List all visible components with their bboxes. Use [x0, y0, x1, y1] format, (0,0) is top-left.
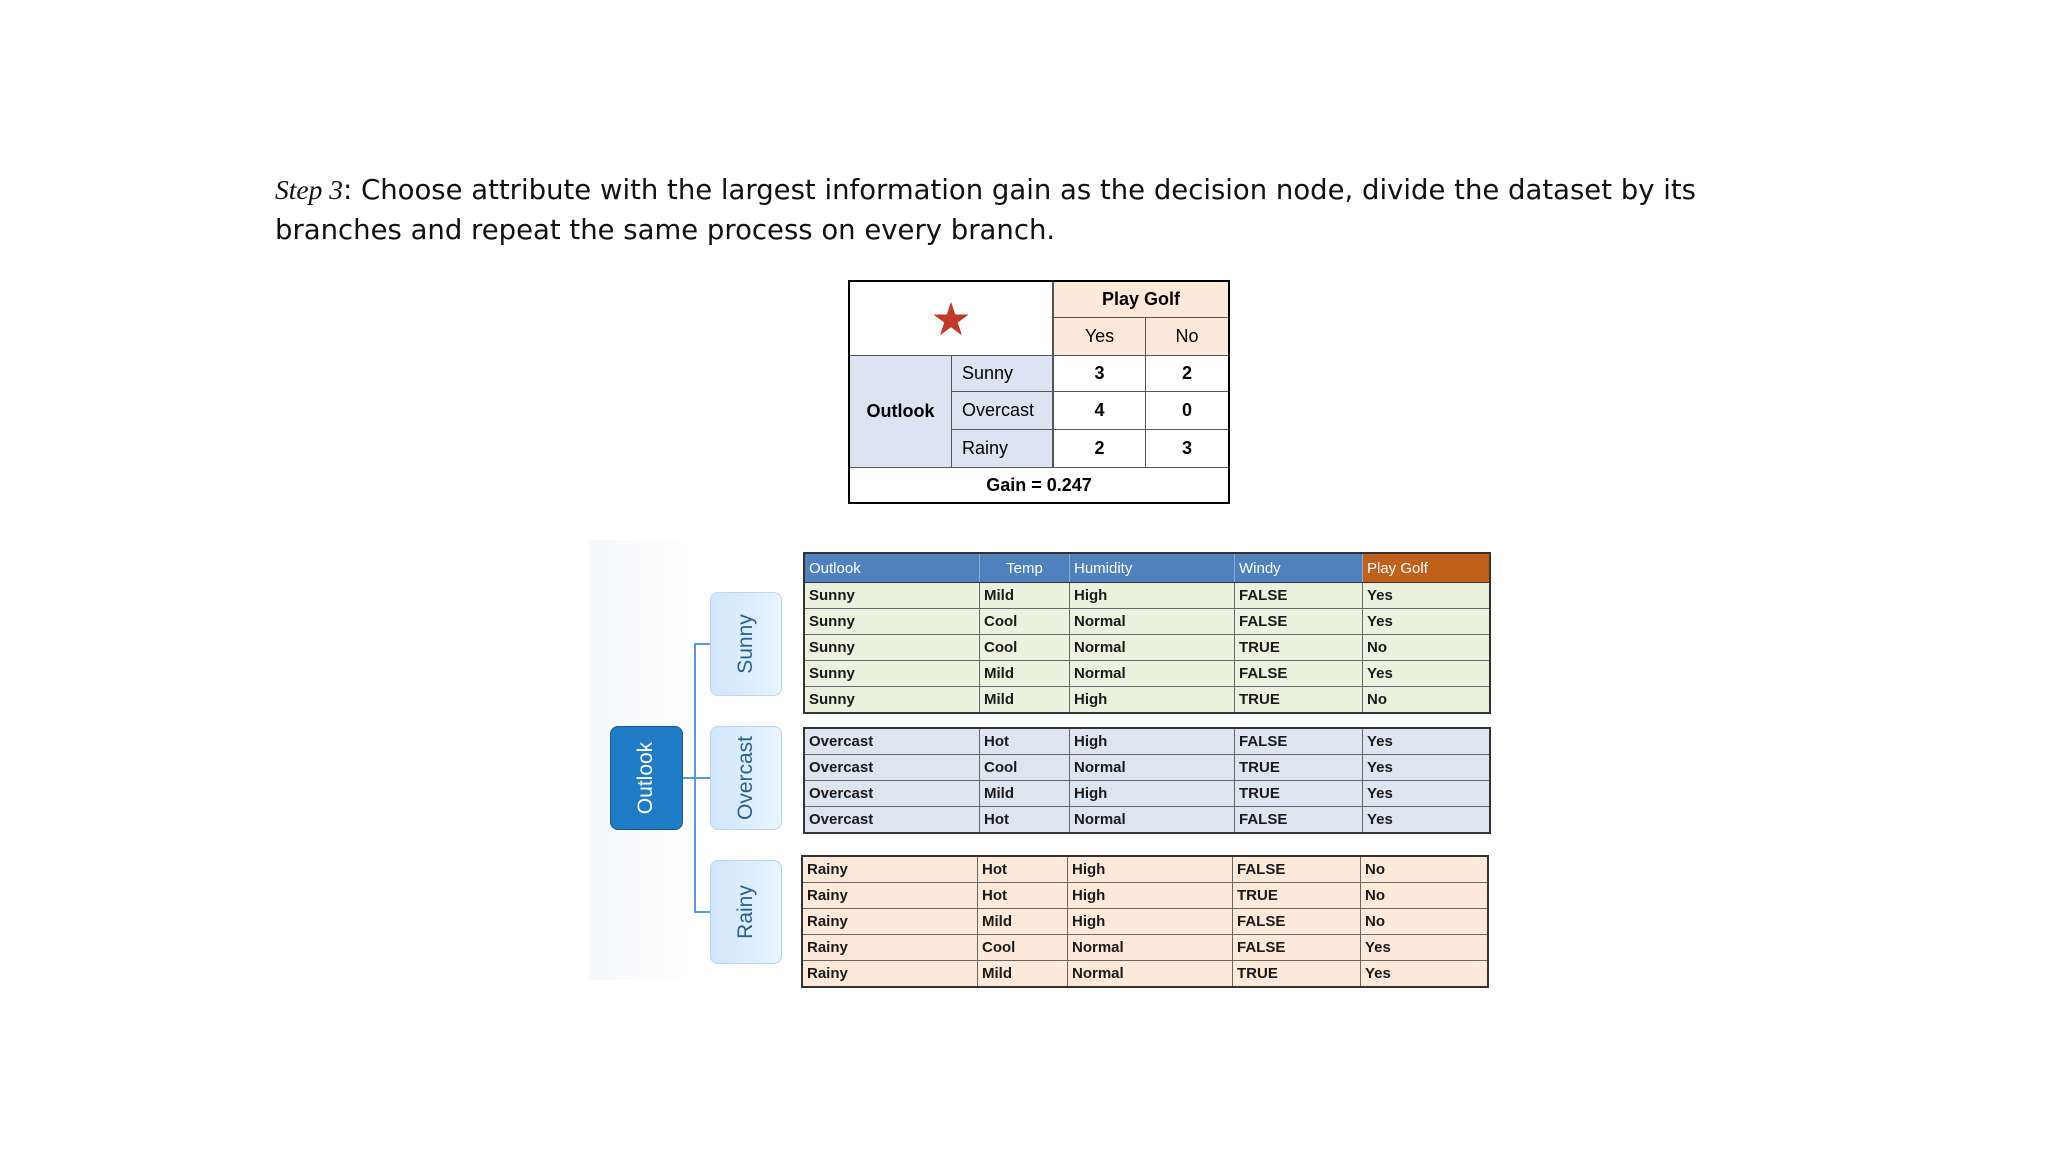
count-overcast-yes: 4 — [1054, 392, 1146, 430]
play-golf-header: Play Golf — [1054, 282, 1228, 318]
cell-outlook: Overcast — [805, 729, 980, 754]
cell-temp: Cool — [980, 609, 1070, 634]
cell-play-golf: Yes — [1365, 939, 1391, 956]
cell-humidity: Normal — [1070, 635, 1235, 660]
table-row — [805, 609, 1489, 635]
gain-value: Gain = 0.247 — [850, 468, 1228, 502]
rainy-data-table — [801, 855, 1489, 988]
cell-windy: TRUE — [1235, 755, 1363, 780]
table-row — [805, 807, 1489, 832]
table-row — [805, 583, 1489, 609]
branch-label-overcast: Overcast — [734, 735, 757, 821]
no-header: No — [1146, 318, 1228, 356]
table-row — [803, 857, 1487, 883]
header-windy: Windy — [1235, 554, 1363, 582]
table-row — [803, 883, 1487, 909]
root-node-outlook — [610, 726, 683, 830]
cell-outlook: Rainy — [803, 909, 978, 934]
table-row — [805, 755, 1489, 781]
overcast-data-table — [803, 727, 1491, 834]
cell-humidity: High — [1070, 729, 1235, 754]
cell-play-golf: Yes — [1367, 733, 1393, 750]
value-rainy: Rainy — [952, 430, 1054, 468]
cell-play-golf: No — [1367, 691, 1387, 708]
table-header-row — [805, 554, 1489, 583]
cell-play-golf: No — [1365, 861, 1385, 878]
table-row — [803, 961, 1487, 986]
table-row — [805, 661, 1489, 687]
cell-play-golf: No — [1367, 639, 1387, 656]
cell-outlook: Rainy — [803, 935, 978, 960]
cell-windy: FALSE — [1235, 583, 1363, 608]
cell-windy: TRUE — [1235, 781, 1363, 806]
cell-outlook: Overcast — [805, 781, 980, 806]
cell-windy: FALSE — [1235, 661, 1363, 686]
yes-header: Yes — [1054, 318, 1146, 356]
cell-temp: Mild — [980, 781, 1070, 806]
cell-temp: Cool — [980, 635, 1070, 660]
table-row — [805, 729, 1489, 755]
cell-windy: FALSE — [1235, 729, 1363, 754]
root-node-label: Outlook — [634, 741, 658, 815]
cell-humidity: High — [1068, 909, 1233, 934]
count-rainy-no: 3 — [1146, 430, 1228, 468]
cell-temp: Hot — [978, 883, 1068, 908]
cell-outlook: Sunny — [805, 635, 980, 660]
cell-windy: TRUE — [1235, 635, 1363, 660]
branch-label-rainy: Rainy — [733, 885, 757, 939]
step-description — [275, 170, 1795, 250]
branch-node-sunny — [710, 592, 782, 696]
cell-humidity: High — [1070, 583, 1235, 608]
cell-humidity: High — [1070, 687, 1235, 712]
star-icon: ★ — [930, 292, 972, 345]
cell-humidity: High — [1068, 883, 1233, 908]
cell-humidity: Normal — [1068, 961, 1233, 986]
cell-windy: FALSE — [1233, 857, 1361, 882]
cell-play-golf: Yes — [1367, 665, 1393, 682]
cell-temp: Mild — [980, 687, 1070, 712]
table-row — [805, 687, 1489, 712]
branch-node-rainy — [710, 860, 782, 964]
cell-windy: TRUE — [1233, 961, 1361, 986]
overcast-connector — [694, 777, 710, 779]
table-row — [803, 935, 1487, 961]
branch-node-overcast — [710, 726, 782, 830]
cell-temp: Hot — [978, 857, 1068, 882]
cell-temp: Mild — [980, 661, 1070, 686]
table-row — [803, 909, 1487, 935]
header-outlook: Outlook — [805, 554, 980, 582]
cell-humidity: High — [1070, 781, 1235, 806]
cell-humidity: Normal — [1068, 935, 1233, 960]
cell-outlook: Rainy — [803, 857, 978, 882]
cell-windy: FALSE — [1235, 807, 1363, 832]
sunny-data-table — [803, 552, 1491, 714]
step-label: Step 3 — [275, 174, 343, 205]
cell-windy: FALSE — [1233, 935, 1361, 960]
header-temp: Temp — [980, 554, 1070, 582]
cell-outlook: Overcast — [805, 807, 980, 832]
cell-windy: FALSE — [1233, 909, 1361, 934]
cell-temp: Mild — [978, 909, 1068, 934]
header-humidity: Humidity — [1070, 554, 1235, 582]
cell-outlook: Sunny — [805, 583, 980, 608]
cell-play-golf: Yes — [1367, 811, 1393, 828]
cell-outlook: Sunny — [805, 609, 980, 634]
step-text: : Choose attribute with the largest information gain as the decision node, divide the dataset by its branches and repeat the same process on every branch. — [275, 174, 1696, 246]
cell-outlook: Rainy — [803, 961, 978, 986]
cell-outlook: Sunny — [805, 687, 980, 712]
rainy-connector — [694, 911, 710, 913]
branch-label-sunny: Sunny — [733, 614, 757, 674]
cell-play-golf: No — [1365, 887, 1385, 904]
table-row — [805, 781, 1489, 807]
cell-windy: TRUE — [1235, 687, 1363, 712]
cell-play-golf: No — [1365, 913, 1385, 930]
cell-outlook: Overcast — [805, 755, 980, 780]
gain-table — [848, 280, 1230, 504]
cell-humidity: Normal — [1070, 661, 1235, 686]
table-row — [805, 635, 1489, 661]
cell-temp: Hot — [980, 729, 1070, 754]
sunny-connector — [694, 643, 710, 645]
cell-outlook: Sunny — [805, 661, 980, 686]
cell-temp: Mild — [978, 961, 1068, 986]
cell-humidity: Normal — [1070, 755, 1235, 780]
count-sunny-yes: 3 — [1054, 356, 1146, 392]
value-sunny: Sunny — [952, 356, 1054, 392]
cell-outlook: Rainy — [803, 883, 978, 908]
header-play-golf: Play Golf — [1363, 554, 1489, 582]
count-rainy-yes: 2 — [1054, 430, 1146, 468]
cell-play-golf: Yes — [1365, 965, 1391, 982]
cell-play-golf: Yes — [1367, 613, 1393, 630]
cell-play-golf: Yes — [1367, 759, 1393, 776]
cell-temp: Cool — [980, 755, 1070, 780]
cell-temp: Mild — [980, 583, 1070, 608]
cell-temp: Hot — [980, 807, 1070, 832]
cell-windy: TRUE — [1233, 883, 1361, 908]
cell-windy: FALSE — [1235, 609, 1363, 634]
cell-play-golf: Yes — [1367, 785, 1393, 802]
value-overcast: Overcast — [952, 392, 1054, 430]
cell-humidity: Normal — [1070, 807, 1235, 832]
cell-temp: Cool — [978, 935, 1068, 960]
cell-humidity: High — [1068, 857, 1233, 882]
cell-play-golf: Yes — [1367, 587, 1393, 604]
cell-humidity: Normal — [1070, 609, 1235, 634]
count-overcast-no: 0 — [1146, 392, 1228, 430]
attribute-label: Outlook — [850, 356, 952, 468]
star-cell — [850, 282, 1054, 356]
count-sunny-no: 2 — [1146, 356, 1228, 392]
